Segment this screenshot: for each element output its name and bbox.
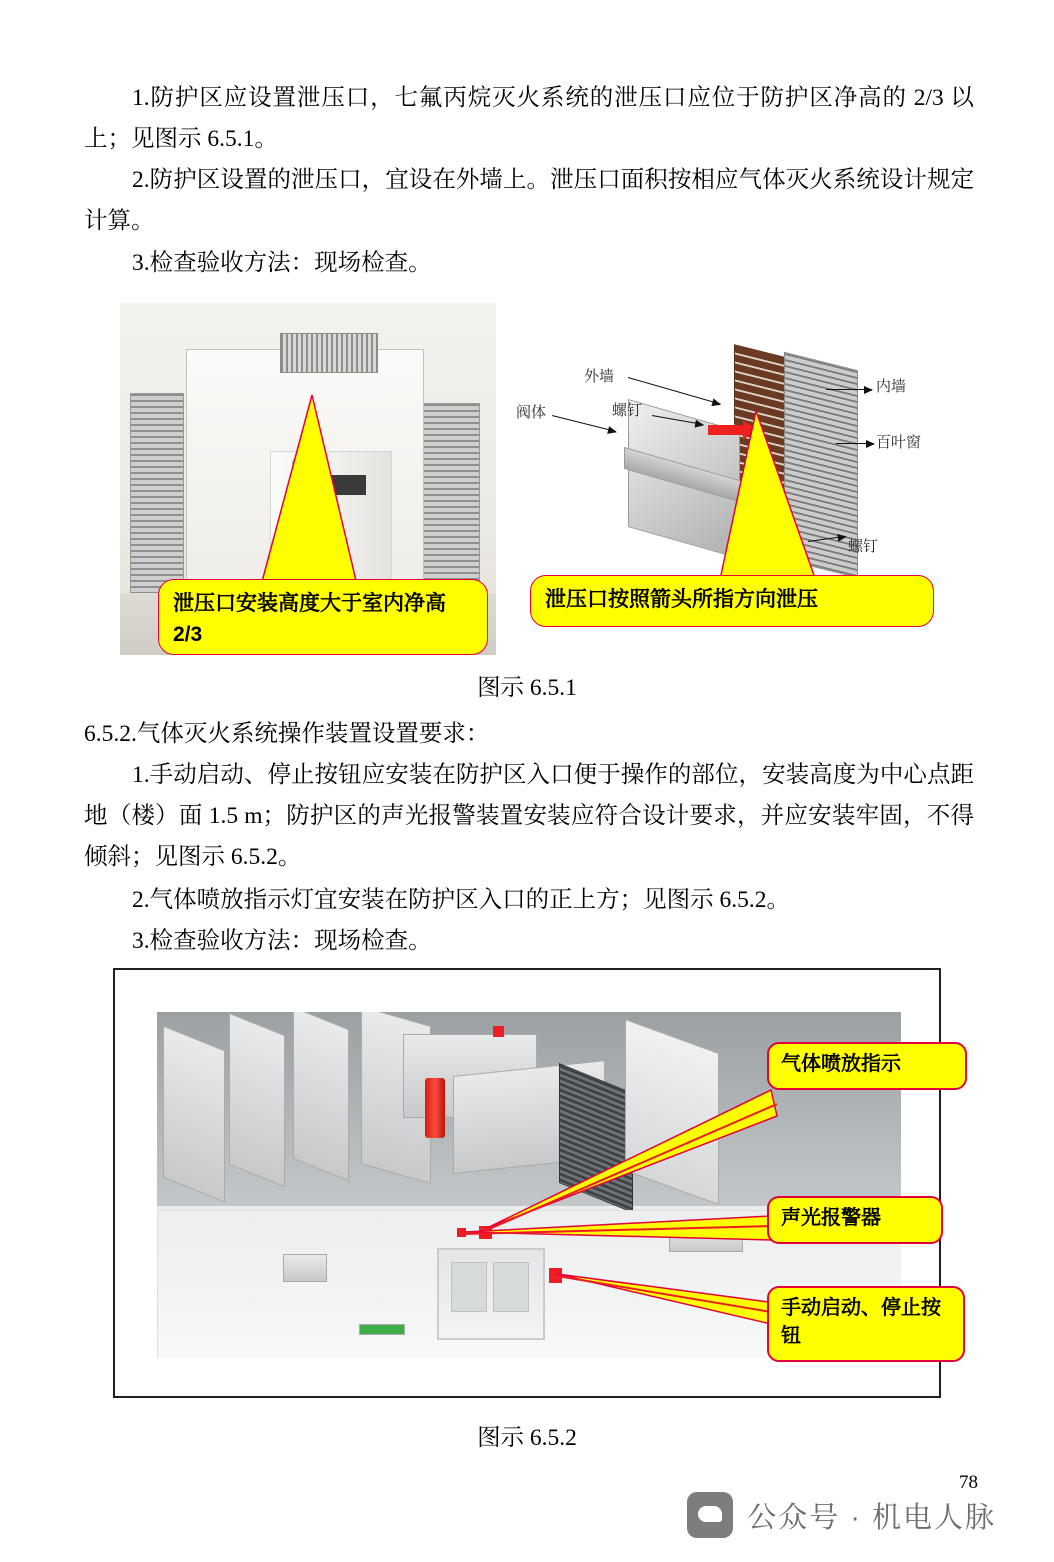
section-6-5-2-heading [84,714,974,755]
paragraph-2 [84,160,974,242]
paragraph-5 [84,880,974,921]
label-outer-wall: 外墙 [584,369,615,385]
callout-pressure-relief-direction: 泄压口按照箭头所指方向泄压 [530,575,934,627]
paragraph-5-text: 2.气体喷放指示灯宜安装在防护区入口的正上方；见图示 6.5.2。 [132,887,790,913]
label-valve-body: 阀体 [516,405,547,421]
figure-6-5-2 [113,968,941,1398]
paragraph-2-text: 2.防护区设置的泄压口，宜设在外墙上。泄压口面积按相应气体灭火系统设计规定计算。 [84,167,974,234]
paragraph-6 [84,921,974,962]
paragraph-6-text: 3.检查验收方法：现场检查。 [132,928,432,954]
figure-6-5-1 [120,303,936,655]
paragraph-4 [84,755,974,878]
paragraph-1-text: 1.防护区应设置泄压口，七氟丙烷灭火系统的泄压口应位于防护区净高的 2/3 以上；见图示 6.5.1。 [84,85,974,152]
callout-gas-discharge-indicator: 气体喷放指示 [767,1042,967,1090]
label-inner-wall: 内墙 [876,379,907,395]
paragraph-3 [84,243,974,284]
label-screw-bottom: 螺钉 [848,539,879,555]
paragraph-3-text: 3.检查验收方法：现场检查。 [132,250,432,276]
wechat-icon [687,1492,733,1538]
callout-manual-start-stop-button: 手动启动、停止按钮 [767,1286,965,1362]
footer-brand-text: 公众号 · 机电人脉 [747,1501,996,1534]
label-louver-window: 百叶窗 [876,435,922,451]
paragraph-1 [84,78,974,160]
label-screw-top: 螺钉 [612,403,643,419]
section-6-5-2-heading-text: 6.5.2.气体灭火系统操作装置设置要求： [84,721,490,747]
callout-pressure-relief-height: 泄压口安装高度大于室内净高 2/3 [158,579,488,655]
callout-audible-visual-alarm: 声光报警器 [767,1196,943,1244]
figure-6-5-2-caption: 图示 6.5.2 [477,1425,577,1451]
figure-6-5-1-caption: 图示 6.5.1 [477,675,577,701]
page-number: 78 [959,1472,978,1493]
footer-brand [687,1492,996,1538]
paragraph-4-text: 1.手动启动、停止按钮应安装在防护区入口便于操作的部位，安装高度为中心点距地（楼）面 1.5 m；防护区的声光报警装置安装应符合设计要求，并应安装牢固，不得倾斜；见图示 6.5.2。 [84,762,974,870]
